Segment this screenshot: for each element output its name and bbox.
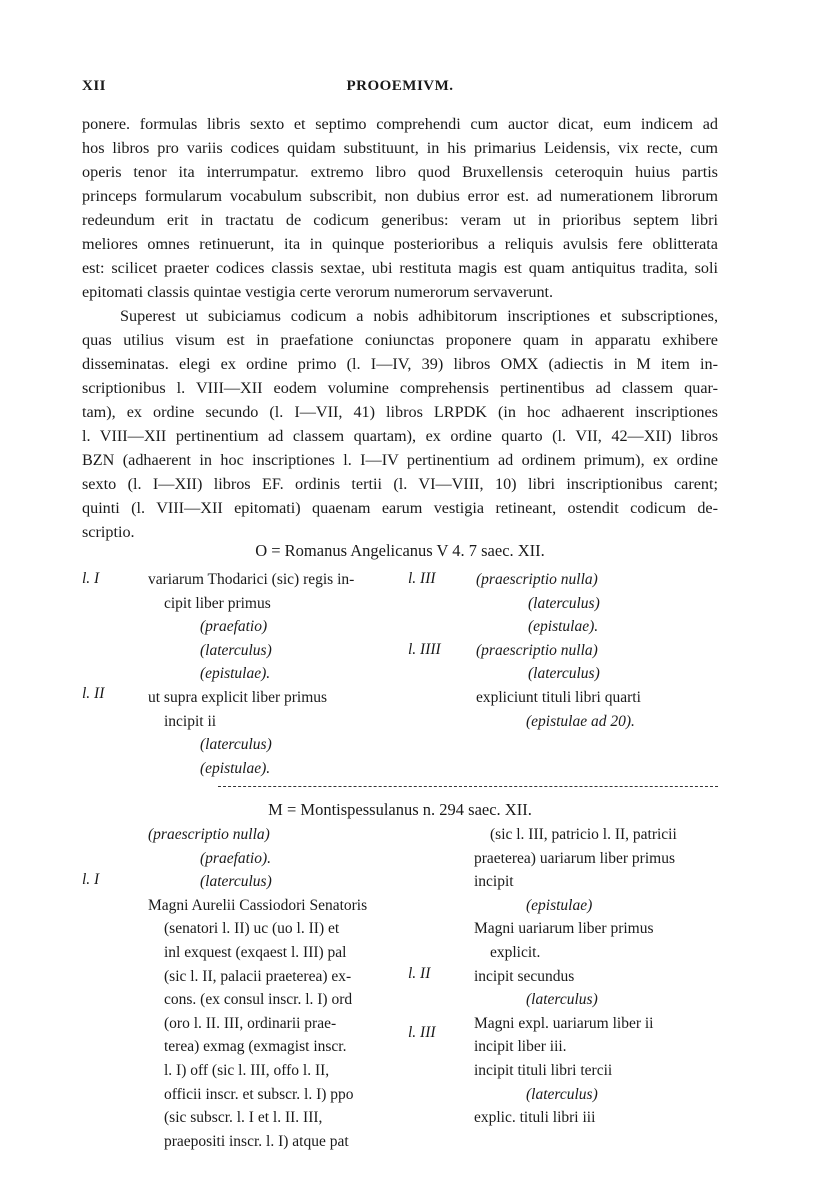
entry-line: terea) exmag (exmagist inscr.: [164, 1038, 347, 1056]
text-line: operis tenor ita interrumpatur. extremo libro quod Bruxellensis ceteroquin huius partis: [82, 163, 718, 181]
book-label: l. II: [408, 965, 431, 982]
entry-line: Magni expl. uariarum liber ii: [474, 1014, 654, 1032]
entry-line: (senatori l. II) uc (uo l. II) et: [164, 920, 340, 938]
entry-line: (laterculus): [200, 873, 272, 891]
entry-line: expliciunt tituli libri quarti: [476, 688, 641, 706]
entry-line: (praescriptio nulla): [476, 571, 598, 588]
entry-line: incipit tituli libri tercii: [474, 1061, 613, 1079]
entry-line: (sic l. II, palacii praeterea) ex-: [164, 967, 352, 985]
entry-line: (sic l. III, patricio l. II, patricii: [490, 826, 677, 843]
text-line: sexto (l. I—XII) libros EF. ordinis tertii (l. VI—VIII, 10) libri inscriptionibus carent;: [82, 475, 718, 493]
section-divider: [218, 786, 718, 787]
text-line: scriptio.: [82, 523, 135, 541]
entry-line: (epistulae).: [200, 665, 271, 683]
page-number: XII: [82, 78, 107, 94]
text-line: quas utilius visum est in praefatione coniunctas proponere quam in apparatu exhibere: [82, 331, 718, 349]
entry-line: (epistulae ad 20).: [526, 712, 635, 730]
text-line: redeundum erit in tractatu de codicum generibus: veram ut in prioribus septem libri: [82, 211, 718, 229]
running-header: [82, 78, 718, 102]
section-o-left-column: [148, 568, 388, 780]
entry-line: Magni Aurelii Cassiodori Senatoris: [148, 896, 368, 914]
entry-line: explic. tituli libri iii: [474, 1109, 596, 1127]
text-line: ponere. formulas libris sexto et septimo comprehendi cum auctor dicat, eum indicem ad: [82, 115, 718, 133]
section-title-o: O = Romanus Angelicanus V 4. 7 saec. XII.: [255, 541, 545, 560]
entry-line: (praefatio): [200, 618, 268, 636]
book-label: l. III: [408, 1024, 436, 1041]
text-line: princeps formularum vocabulum subscribit, non dubius error est. ad numerationem librorum: [82, 187, 718, 205]
entry-line: (praescriptio nulla): [476, 641, 598, 659]
book-label: l. III: [408, 570, 436, 587]
body-text: [82, 112, 718, 544]
entry-line: incipit secundus: [474, 967, 575, 985]
section-m-right-column: [474, 823, 720, 1130]
entry-line: incipit: [474, 873, 514, 891]
entry-line: (epistulae).: [528, 618, 599, 636]
text-line: hos libros pro variis codices quidam substituunt, in his primarius Leidensis, vix recte, cum: [82, 139, 718, 157]
entry-line: (oro l. II. III, ordinarii prae-: [164, 1014, 337, 1032]
entry-line: (sic subscr. l. I et l. II. III,: [164, 1109, 323, 1127]
paragraph-1: [82, 112, 718, 304]
entry-line: l. I) off (sic l. III, offo l. II,: [164, 1061, 330, 1079]
book-label: l. I: [82, 570, 100, 587]
entry-line: (laterculus): [528, 665, 600, 683]
book-label: l. I: [82, 871, 100, 888]
entry-line: incipit liber iii.: [474, 1038, 567, 1056]
text-line: meliores omnes retinuerunt, ita in quinque posterioribus a reliquis avulsis fere oblitterata: [82, 235, 718, 253]
entry-line: (epistulae).: [200, 759, 271, 777]
entry-line: (laterculus): [528, 594, 600, 612]
entry-line: Magni uariarum liber primus: [474, 920, 654, 938]
text-line: scriptionibus l. VIII—XII eodem volumine comprehensis pertinentibus ad classem quar-: [82, 379, 718, 397]
entry-line: (epistulae): [526, 896, 593, 914]
paragraph-2: [82, 304, 718, 544]
entry-line: (laterculus): [526, 991, 598, 1009]
entry-line: incipit ii: [164, 712, 217, 730]
entry-line: (laterculus): [526, 1085, 598, 1103]
entry-line: (laterculus): [200, 736, 272, 754]
text-line: tam), ex ordine secundo (l. I—VII, 41) libros LRPDK (in hoc adhaerent inscriptiones: [82, 403, 718, 421]
section-o-right-column: [476, 568, 718, 733]
running-title: PROOEMIVM.: [346, 78, 454, 94]
text-line: Superest ut subiciamus codicum a nobis adhibitorum inscriptiones et subscriptiones,: [120, 307, 718, 325]
text-line: l. VIII—XII pertinentium ad classem quartam), ex ordine quarto (l. VII, 42—XII) libros: [82, 427, 718, 445]
entry-line: cipit liber primus: [164, 594, 271, 612]
text-line: disseminatas. elegi ex ordine primo (l. I—IV, 39) libros OMX (adiectis in M item in-: [82, 355, 718, 373]
entry-line: praeterea) uariarum liber primus: [474, 849, 675, 867]
entry-line: explicit.: [490, 943, 541, 961]
book-label: l. II: [82, 685, 105, 702]
text-line: BZN (adhaerent in hoc inscriptiones l. I—IV pertinentium ad ordinem primum), ex ordine: [82, 451, 718, 469]
text-line: epitomati classis quintae vestigia certe verorum numerorum servaverunt.: [82, 283, 554, 301]
entry-line: inl exquest (exqaest l. III) pal: [164, 943, 347, 961]
entry-line: praepositi inscr. l. I) atque pat: [164, 1132, 349, 1150]
entry-line: variarum Thodarici (sic) regis in-: [148, 571, 355, 588]
book-label: l. IIII: [408, 641, 441, 658]
entry-line: officii inscr. et subscr. l. I) ppo: [164, 1085, 354, 1103]
section-title-m: M = Montispessulanus n. 294 saec. XII.: [268, 800, 532, 819]
text-line: quinti (l. VIII—XII epitomati) quaenam earum vestigia retineant, ostendit codicum de-: [82, 499, 718, 517]
section-m-left-column: [148, 823, 393, 1153]
entry-line: cons. (ex consul inscr. l. I) ord: [164, 991, 353, 1009]
entry-line: ut supra explicit liber primus: [148, 688, 328, 706]
entry-line: (praescriptio nulla): [148, 826, 270, 843]
entry-line: (praefatio).: [200, 849, 272, 867]
entry-line: (laterculus): [200, 641, 272, 659]
text-line: est: scilicet praeter codices classis sextae, ubi restituta magis est quam antiquitus tradita, soli: [82, 259, 718, 277]
